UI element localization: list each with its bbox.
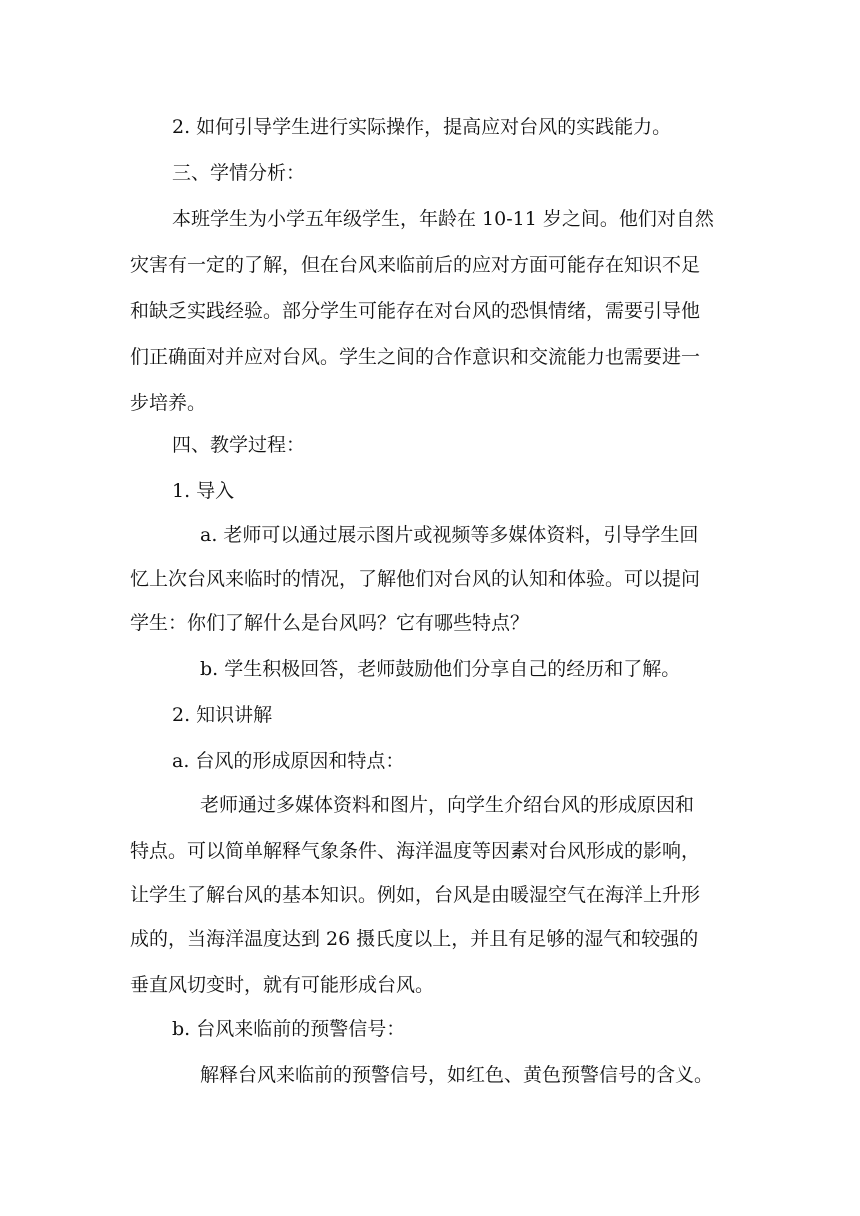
text-line: 学生：你们了解什么是台风吗？它有哪些特点？ — [130, 612, 530, 634]
text-line: 成的，当海洋温度达到 26 摄氏度以上，并且有足够的湿气和较强的 — [130, 928, 699, 950]
section-heading: 四、教学过程： — [172, 434, 306, 456]
subheading: a. 台风的形成原因和特点： — [172, 750, 405, 772]
text-line: 特点。可以简单解释气象条件、海洋温度等因素对台风形成的影响， — [130, 840, 701, 862]
text-line: 灾害有一定的了解，但在台风来临前后的应对方面可能存在知识不足 — [130, 254, 701, 276]
text-line: 垂直风切变时，就有可能形成台风。 — [130, 974, 435, 996]
subheading: b. 台风来临前的预警信号： — [172, 1018, 406, 1040]
text-line: 让学生了解台风的基本知识。例如，台风是由暖湿空气在海洋上升形 — [130, 884, 701, 906]
text-line: 们正确面对并应对台风。学生之间的合作意识和交流能力也需要进一 — [130, 346, 701, 368]
subheading: 1. 导入 — [172, 480, 235, 502]
text-line: 和缺乏实践经验。部分学生可能存在对台风的恐惧情绪，需要引导他 — [130, 300, 701, 322]
section-heading: 三、学情分析： — [172, 162, 306, 184]
text-line: 2. 如何引导学生进行实际操作，提高应对台风的实践能力。 — [172, 116, 672, 138]
text-line: 步培养。 — [130, 392, 207, 414]
text-line: 解释台风来临前的预警信号，如红色、黄色预警信号的含义。 — [200, 1064, 714, 1086]
text-line: 老师通过多媒体资料和图片，向学生介绍台风的形成原因和 — [200, 794, 695, 816]
text-line: 本班学生为小学五年级学生，年龄在 10-11 岁之间。他们对自然 — [172, 208, 714, 230]
subheading: 2. 知识讲解 — [172, 704, 273, 726]
text-line: 忆上次台风来临时的情况，了解他们对台风的认知和体验。可以提问 — [130, 568, 701, 590]
text-line: a. 老师可以通过展示图片或视频等多媒体资料，引导学生回 — [200, 524, 699, 546]
text-line: b. 学生积极回答，老师鼓励他们分享自己的经历和了解。 — [200, 658, 681, 680]
